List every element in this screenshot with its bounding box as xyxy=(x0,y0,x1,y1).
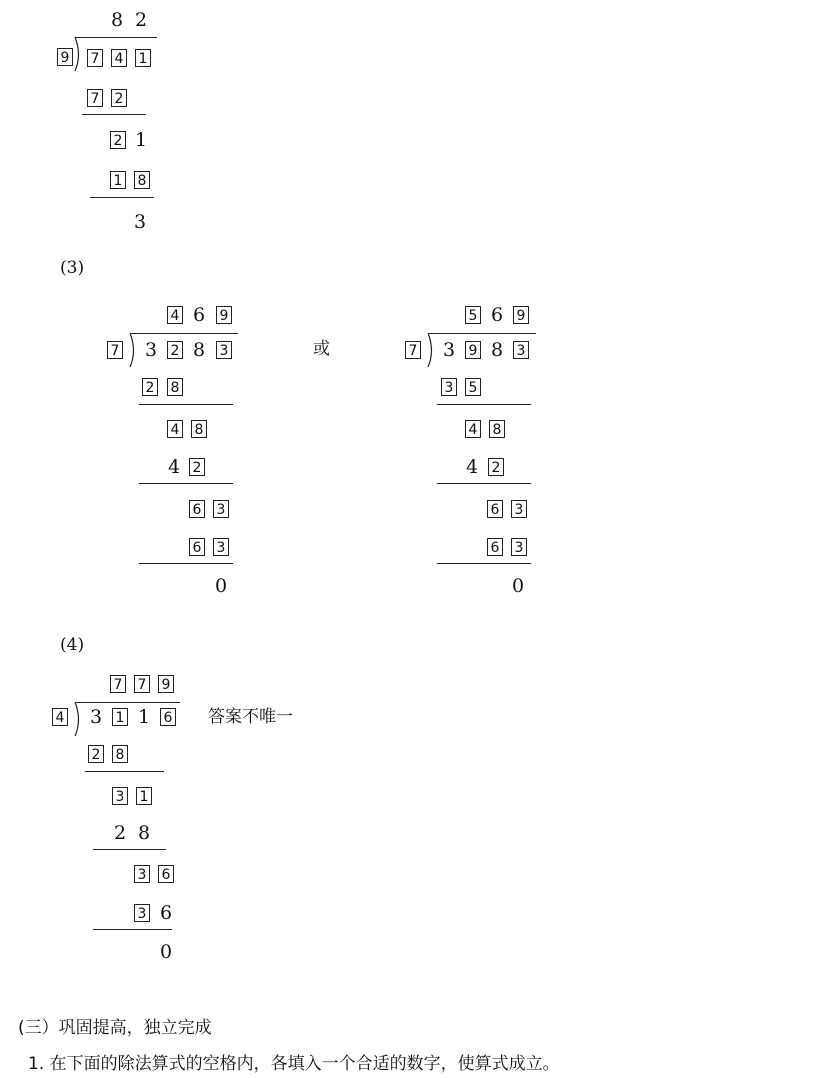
quotient-digit: 2 xyxy=(135,9,148,31)
dividend-digit: 1 xyxy=(138,706,151,728)
quotient-digit: 8 xyxy=(111,9,124,31)
step-box: 8 xyxy=(489,420,505,438)
section-heading: (三）巩固提高，独立完成 xyxy=(18,1018,212,1038)
step-box: 6 xyxy=(189,500,205,518)
step-box: 1 xyxy=(110,171,126,189)
section-label: (3) xyxy=(60,258,85,278)
quotient-box: 7 xyxy=(134,675,150,693)
step-box: 3 xyxy=(112,787,128,805)
dividend-digit: 3 xyxy=(145,339,158,361)
subtract-line xyxy=(93,929,172,930)
step-box: 3 xyxy=(213,500,229,518)
step-box: 1 xyxy=(136,787,152,805)
step-box: 6 xyxy=(189,538,205,556)
step-box: 3 xyxy=(134,865,150,883)
subtract-line xyxy=(437,404,531,405)
dividend-box: 6 xyxy=(160,708,176,726)
division-bar xyxy=(76,702,180,703)
dividend-box: 1 xyxy=(112,708,128,726)
step-box: 2 xyxy=(142,378,158,396)
step-box: 2 xyxy=(111,89,127,107)
or-text: 或 xyxy=(313,339,330,359)
subtract-line xyxy=(139,404,233,405)
step-box: 8 xyxy=(191,420,207,438)
step-box: 3 xyxy=(511,538,527,556)
subtract-line xyxy=(85,771,164,772)
quotient-box: 5 xyxy=(465,306,481,324)
section-label: (4) xyxy=(60,635,85,655)
subtract-line xyxy=(437,483,531,484)
step-digit: 6 xyxy=(160,902,173,924)
division-bar xyxy=(429,333,536,334)
quotient-box: 9 xyxy=(158,675,174,693)
step-box: 2 xyxy=(110,131,126,149)
divisor-box: 7 xyxy=(405,341,421,359)
step-box: 2 xyxy=(189,458,205,476)
quotient-box: 9 xyxy=(216,306,232,324)
remainder: 0 xyxy=(512,575,525,597)
dividend-digit: 3 xyxy=(90,706,103,728)
step-box: 5 xyxy=(465,378,481,396)
dividend-box: 3 xyxy=(513,341,529,359)
step-box: 8 xyxy=(134,171,150,189)
remainder: 3 xyxy=(134,211,147,233)
dividend-digit: 8 xyxy=(193,339,206,361)
dividend-box: 2 xyxy=(167,341,183,359)
step-box: 7 xyxy=(87,89,103,107)
step-box: 3 xyxy=(134,904,150,922)
step-box: 3 xyxy=(511,500,527,518)
divisor-box: 7 xyxy=(107,341,123,359)
dividend-box: 1 xyxy=(135,49,151,67)
step-box: 8 xyxy=(112,745,128,763)
step-digit: 2 xyxy=(114,822,127,844)
note-text: 答案不唯一 xyxy=(208,707,293,727)
remainder: 0 xyxy=(215,575,228,597)
division-bracket xyxy=(72,702,82,738)
subtract-line xyxy=(90,197,154,198)
subtract-line xyxy=(139,563,233,564)
subtract-line xyxy=(437,563,531,564)
division-bar xyxy=(75,37,157,38)
division-bracket xyxy=(72,37,82,73)
step-box: 6 xyxy=(158,865,174,883)
dividend-digit: 3 xyxy=(443,339,456,361)
quotient-box: 7 xyxy=(110,675,126,693)
dividend-digit: 8 xyxy=(491,339,504,361)
division-bar xyxy=(131,333,238,334)
step-box: 2 xyxy=(488,458,504,476)
step-digit: 4 xyxy=(168,456,181,478)
quotient-digit: 6 xyxy=(491,304,504,326)
remainder: 0 xyxy=(160,941,173,963)
step-digit: 4 xyxy=(466,456,479,478)
step-box: 8 xyxy=(167,378,183,396)
quotient-box: 4 xyxy=(167,306,183,324)
step-box: 4 xyxy=(465,420,481,438)
subtract-line xyxy=(139,483,233,484)
dividend-box: 3 xyxy=(216,341,232,359)
divisor-box: 9 xyxy=(57,48,73,66)
step-box: 3 xyxy=(213,538,229,556)
step-box: 6 xyxy=(487,538,503,556)
dividend-box: 7 xyxy=(87,49,103,67)
problem-text: 1. 在下面的除法算式的空格内，各填入一个合适的数字，使算式成立。 xyxy=(28,1054,560,1074)
quotient-box: 9 xyxy=(513,306,529,324)
division-bracket xyxy=(127,333,137,369)
step-digit: 1 xyxy=(135,129,148,151)
quotient-digit: 6 xyxy=(193,304,206,326)
step-box: 2 xyxy=(88,745,104,763)
subtract-line xyxy=(93,849,166,850)
dividend-box: 9 xyxy=(465,341,481,359)
divisor-box: 4 xyxy=(52,708,68,726)
division-bracket xyxy=(425,333,435,369)
step-box: 6 xyxy=(487,500,503,518)
step-box: 4 xyxy=(167,420,183,438)
step-digit: 8 xyxy=(138,822,151,844)
step-box: 3 xyxy=(441,378,457,396)
subtract-line xyxy=(82,114,146,115)
dividend-box: 4 xyxy=(111,49,127,67)
